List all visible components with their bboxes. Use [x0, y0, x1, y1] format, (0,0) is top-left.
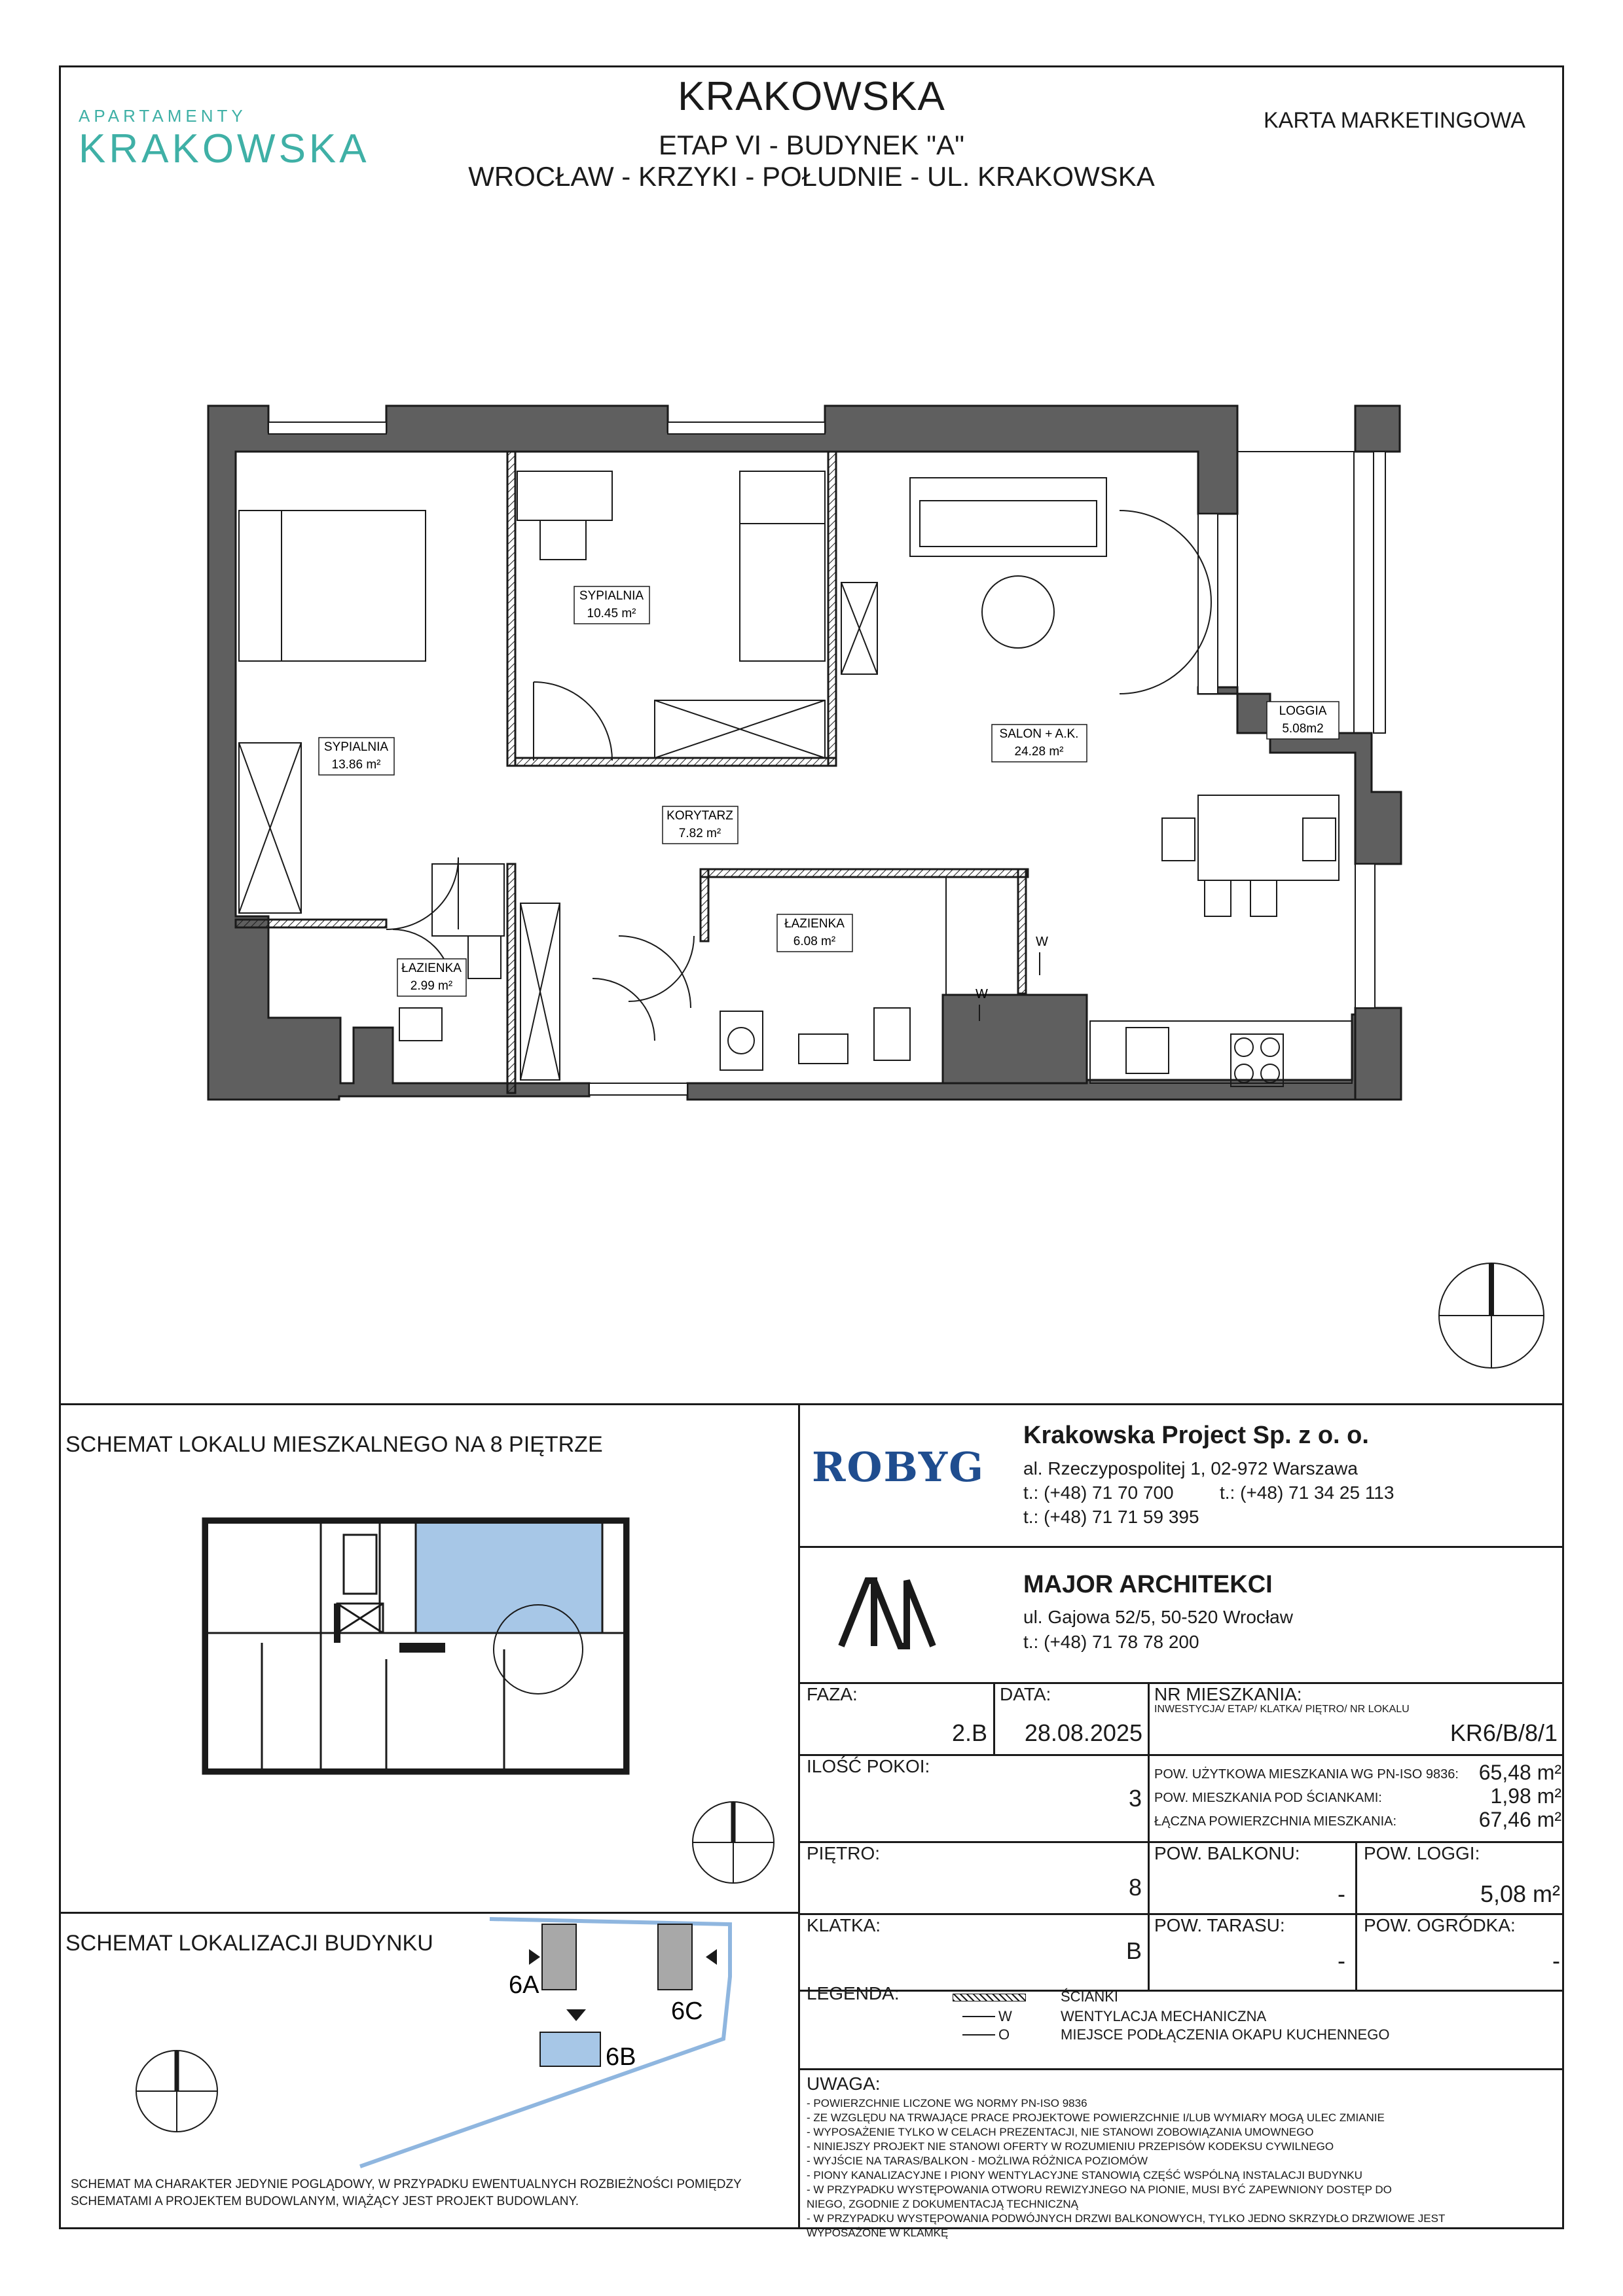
area-under-walls-value: 1,98 m²	[1490, 1784, 1561, 1808]
architect-phone: t.: (+48) 71 78 78 200	[1023, 1632, 1199, 1652]
room-bedroom-2	[574, 586, 649, 624]
legend-walls: ŚCIANKI	[1061, 1988, 1119, 2005]
room-bedroom-1	[319, 738, 394, 775]
room-area: 6.08 m²	[793, 935, 836, 948]
ogrodek-label: POW. OGRÓDKA:	[1364, 1915, 1516, 1935]
divider-pokoje	[1148, 1754, 1150, 1990]
data-value: 28.08.2025	[1024, 1719, 1142, 1746]
divider-faza	[993, 1682, 995, 1754]
note-line: WYPOSAŻONE W KLAMKĘ	[807, 2227, 949, 2239]
pietro-value: 8	[1128, 1874, 1142, 1901]
note-line: - PIONY KANALIZACYJNE I PIONY WENTYLACYJNE STANOWIĄ CZĘŚĆ WSPÓLNĄ INSTALACJI BUDYNKU	[807, 2169, 1362, 2181]
floor-schema	[190, 1505, 642, 1793]
compass-icon	[131, 2042, 229, 2140]
room-name: SYPIALNIA	[323, 740, 389, 754]
loggia-value: 5,08 m²	[1480, 1880, 1560, 1907]
vent-arrow-icon	[962, 2016, 995, 2017]
note-line: - POWIERZCHNIE LICZONE WG NORMY PN-ISO 9836	[807, 2097, 1087, 2109]
divider-right-6	[798, 1990, 1564, 1992]
ogrodek-value: -	[1552, 1947, 1560, 1974]
note-line: NIEGO, ZGODNIE Z DOKUMENTACJĄ TECHNICZNĄ	[807, 2198, 1078, 2210]
wall-hatch-icon	[953, 1994, 1026, 2001]
developer-phone-3: t.: (+48) 71 71 59 395	[1023, 1507, 1199, 1527]
note-line: - WYJŚCIE NA TARAS/BALKON - MOŻLIWA RÓŻNICA POZIOMÓW	[807, 2155, 1148, 2167]
area-usable-value: 65,48 m²	[1478, 1761, 1561, 1784]
building-label: 6A	[509, 1971, 539, 1999]
taras-value: -	[1338, 1947, 1345, 1974]
room-name: ŁAZIENKA	[401, 961, 462, 975]
note-line: - W PRZYPADKU WYSTĘPOWANIA OTWORU REWIZYJNEGO NA PIONIE, MUSI BYĆ ZAPEWNIONY DOSTĘP DO	[807, 2183, 1392, 2196]
room-area: 7.82 m²	[678, 827, 721, 840]
legend-title: LEGENDA:	[807, 1983, 900, 2003]
vent-mark: W	[976, 987, 988, 1001]
notes-list	[807, 2096, 1553, 2240]
room-corridor	[663, 806, 738, 844]
room-area: 24.28 m²	[1014, 745, 1064, 759]
divider-data	[1148, 1682, 1150, 1754]
legend-vent-symbol: W	[998, 2008, 1012, 2024]
klatka-label: KLATKA:	[807, 1915, 881, 1935]
balkon-value: -	[1338, 1880, 1345, 1907]
note-line: - ZE WZGLĘDU NA TRWAJĄCE PRACE PROJEKTOWE POWIERZCHNIE I/LUB WYMIARY MOGĄ ULEC ZMIANIE	[807, 2111, 1385, 2124]
room-area: 5.08m2	[1282, 722, 1324, 736]
room-loggia	[1267, 702, 1339, 739]
klatka-value: B	[1125, 1937, 1142, 1964]
area-total-value: 67,46 m²	[1478, 1808, 1561, 1831]
legend-hood-symbol: O	[998, 2026, 1010, 2043]
room-living	[992, 725, 1087, 762]
loggia-outline	[1237, 452, 1354, 733]
developer-name: Krakowska Project Sp. z o. o.	[1023, 1422, 1369, 1449]
note-line: - WYPOSAŻENIE TYLKO W CELACH PREZENTACJI, NIE STANOWI ZOBOWIĄZANIA UMOWNEGO	[807, 2126, 1314, 2138]
room-name: ŁAZIENKA	[784, 917, 845, 931]
logo-small-text: APARTAMENTY	[79, 106, 247, 126]
room-area: 13.86 m²	[331, 758, 381, 772]
notes-title: UWAGA:	[807, 2073, 881, 2094]
compass-icon	[1439, 1263, 1544, 1368]
developer-phone-2: t.: (+48) 71 34 25 113	[1220, 1482, 1395, 1503]
room-name: KORYTARZ	[666, 809, 733, 823]
pietro-label: PIĘTRO:	[807, 1843, 881, 1863]
room-bathroom-2	[397, 959, 466, 996]
developer-phone-1: t.: (+48) 71 70 700	[1023, 1482, 1174, 1503]
divider-right-1	[798, 1546, 1564, 1548]
loggia-label: POW. LOGGI:	[1364, 1843, 1480, 1863]
taras-label: POW. TARASU:	[1154, 1915, 1285, 1935]
card-type: KARTA MARKETINGOWA	[1264, 108, 1525, 133]
building-schema-title: SCHEMAT LOKALIZACJI BUDYNKU	[65, 1931, 433, 1956]
divider-main	[59, 1403, 1564, 1405]
balkon-label: POW. BALKONU:	[1154, 1843, 1300, 1863]
nr-value: KR6/B/8/1	[1450, 1719, 1558, 1746]
note-line: - W PRZYPADKU WYSTĘPOWANIA PODWÓJNYCH DRZWI BALKONOWYCH, TYLKO JEDNO SKRZYDŁO DRZWIOWE JEST	[807, 2212, 1446, 2225]
building-label: 6C	[671, 1998, 703, 2025]
subtitle-stage: ETAP VI - BUDYNEK "A"	[658, 130, 965, 160]
vent-mark: W	[1036, 935, 1048, 949]
room-name: SYPIALNIA	[579, 589, 644, 603]
data-label: DATA:	[1000, 1684, 1051, 1704]
room-area: 2.99 m²	[410, 979, 453, 993]
divider-right-7	[798, 2068, 1564, 2070]
room-bathroom-1	[777, 914, 852, 952]
faza-label: FAZA:	[807, 1684, 858, 1704]
developer-address: al. Rzeczypospolitej 1, 02-972 Warszawa	[1023, 1458, 1358, 1479]
faza-value: 2.B	[951, 1719, 987, 1746]
subtitle-location: WROCŁAW - KRZYKI - POŁUDNIE - UL. KRAKOWSKA	[468, 161, 1155, 192]
room-name: SALON + A.K.	[999, 727, 1079, 741]
area-usable-label: POW. UŻYTKOWA MIESZKANIA WG PN-ISO 9836:	[1154, 1767, 1459, 1782]
nr-label: NR MIESZKANIA:	[1154, 1684, 1302, 1704]
legend-vent: WENTYLACJA MECHANICZNA	[1061, 2008, 1267, 2024]
page-title: KRAKOWSKA	[678, 74, 945, 119]
room-area: 10.45 m²	[587, 607, 636, 620]
area-under-walls-label: POW. MIESZKANIA POD ŚCIANKAMI:	[1154, 1791, 1382, 1805]
pokoje-value: 3	[1128, 1785, 1142, 1812]
developer-logo: ROBYG	[812, 1443, 985, 1491]
room-name: LOGGIA	[1279, 704, 1327, 718]
divider-balkon	[1355, 1841, 1357, 1990]
note-line: - NINIEJSZY PROJEKT NIE STANOWI OFERTY W ROZUMIENIU PRZEPISÓW KODEKSU CYWILNEGO	[807, 2140, 1334, 2153]
divider-vertical	[798, 1403, 800, 2229]
floor-schema-title: SCHEMAT LOKALU MIESZKALNEGO NA 8 PIĘTRZE	[65, 1432, 603, 1457]
disclaimer-note: SCHEMAT MA CHARAKTER JEDYNIE POGLĄDOWY, W PRZYPADKU EWENTUALNYCH ROZBIEŻNOŚCI POMIĘDZY SCHEMATAMI A PROJEKTEM BUDOWLANYM, WIĄŻĄCY JEST PROJEKT BUDOWLANY.	[71, 2178, 742, 2208]
building-label: 6B	[606, 2043, 636, 2071]
pokoje-label: ILOŚĆ POKOI:	[807, 1756, 930, 1776]
nr-sublabel: INWESTYCJA/ ETAP/ KLATKA/ PIĘTRO/ NR LOKALU	[1154, 1704, 1410, 1715]
area-total-label: ŁĄCZNA POWIERZCHNIA MIESZKANIA:	[1154, 1814, 1397, 1829]
architect-name: MAJOR ARCHITEKCI	[1023, 1571, 1273, 1598]
compass-icon	[687, 1793, 786, 1892]
hood-arrow-icon	[962, 2034, 995, 2036]
logo-brand: KRAKOWSKA	[79, 126, 370, 171]
architect-address: ul. Gajowa 52/5, 50-520 Wrocław	[1023, 1607, 1293, 1627]
legend-hood: MIEJSCE PODŁĄCZENIA OKAPU KUCHENNEGO	[1061, 2026, 1390, 2043]
architect-logo-icon	[838, 1574, 949, 1649]
